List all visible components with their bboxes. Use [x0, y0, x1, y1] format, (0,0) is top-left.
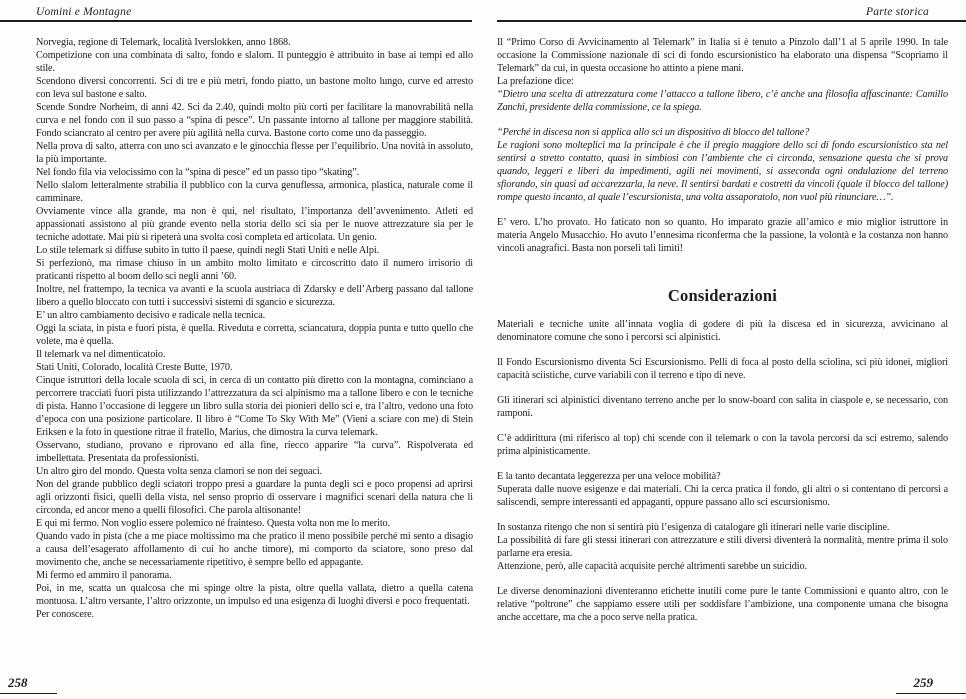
paragraph: La prefazione dice: [497, 76, 574, 87]
paragraph: Scende Sondre Norheim, di anni 42. Sci da 2.40, quindi molto più corti per facilitare la manovrabilità nella curva e nel fondo con il suo passo a “spina di pesce”. Un passante intorno al tallone per maggiore stabilità. Fondo sciancrato al centro per avere più agilità nella curva. Bastone corto come uno da passeggio. [36, 102, 473, 139]
paragraph: Superata dalle nuove esigenze e dai materiali. Chi la cerca pratica il fondo, gli altri o si contentano di percorsi a saliscendi, sempre interessanti ed appaganti, oppure passano allo sci escursionismo. [497, 484, 948, 508]
paragraph: Competizione con una combinata di salto, fondo e slalom. Il punteggio è attribuito in base ai tempi ed allo stile. [36, 50, 473, 74]
paragraph: La possibilità di fare gli stessi itinerari con attrezzature e stili diversi diventerà la normalità, mentre prima il solo parlarne era eresia. [497, 535, 948, 559]
paragraph: Inoltre, nel frattempo, la tecnica va avanti e la scuola austriaca di Zdarsky e dell’Arberg passano dal tallone libero a quello bloccato con tutti i successivi sistemi di sgancio e sicurezza. [36, 284, 473, 308]
paragraph: Nello slalom letteralmente strabilia il pubblico con la curva genuflessa, armonica, plastica, naturale come il camminare. [36, 180, 473, 204]
right-page-text [497, 36, 948, 624]
right-page [483, 0, 966, 699]
paragraph: Attenzione, però, alle capacità acquisite perché altrimenti sarebbe un suicidio. [497, 561, 807, 572]
header-rule-left [0, 20, 472, 22]
paragraph: Oggi la sciata, in pista e fuori pista, è quella. Riveduta e corretta, sciancatura, doppia punta e tutto quello che volete, ma è quella. [36, 323, 473, 347]
paragraph: Mi fermo ed ammiro il panorama. [36, 570, 172, 581]
paragraph-quote: Le ragioni sono molteplici ma la principale è che il pregio maggiore dello sci di fondo escursionistico sta nel sentirsi a stretto contatto, quasi in simbiosi con l’ambiente che ci circonda, sensazione questa che si prova quando, leggeri e liberi da impedimenti, agili nei movimenti, si asseconda ogni ondulazione del terreno sfiorando, sin quasi ad accarezzarla, la neve. Il sentirsi bardati e costretti da vincoli (quale il blocco del tallone) rompe questo incanto, al quale l’escursionista, una volta assaporatolo, non vuol più rinunciare…”. [497, 140, 948, 203]
paragraph-quote: “Perché in discesa non si applica allo sci un dispositivo di blocco del tallone? [497, 127, 810, 138]
paragraph: Nel fondo fila via velocissimo con la “spina di pesce” ed un passo tipo “skating”. [36, 167, 360, 178]
paragraph: Il “Primo Corso di Avvicinamento al Telemark” in Italia si è tenuto a Pinzolo dall’1 al 5 aprile 1990. In tale occasione la Commissione nazionale di sci di fondo escursionistico ha elaborato una dispensa “Scopriamo il Telemark” da cui, in questa occasione ho attinto a piene mani. [497, 37, 948, 74]
page-number: 259 [913, 675, 933, 690]
paragraph: Per conoscere. [36, 609, 94, 620]
left-page-text [36, 36, 473, 621]
section-heading: Considerazioni [667, 286, 778, 305]
paragraph: Scendono diversi concorrenti. Sci di tre e più metri, fondo piatto, un bastone molto lungo, curve ed arresto con leva sul bastone e salto. [36, 76, 473, 100]
paragraph: E la tanto decantata leggerezza per una veloce mobilità? [497, 471, 721, 482]
paragraph: Il Fondo Escursionismo diventa Sci Escursionismo. Pelli di foca al posto della sciolina, sci più idonei, migliori capacità sciistiche, curve variabili con il terreno e tipo di neve. [497, 357, 948, 381]
paragraph: Poi, in me, scatta un qualcosa che mi spinge oltre la pista, oltre quella vallata, dietro a quella catena montuosa. L’altro versante, l’altro orizzonte, un impulso ed una esigenza di luoghi diversi e poco frequentati. [36, 583, 473, 607]
page-number: 258 [8, 675, 28, 690]
paragraph: Lo stile telemark si diffuse subito in tutto il paese, quindi negli Stati Uniti e nelle Alpi. [36, 245, 380, 256]
paragraph: Un altro giro del mondo. Questa volta senza clamori se non dei seguaci. [36, 466, 322, 477]
paragraph: Nella prova di salto, atterra con uno sci avanzato e le ginocchia flesse per l’equilibrio. Una novità in assoluto, la più importante. [36, 141, 473, 165]
paragraph: Norvegia, regione di Telemark, località Iverslokken, anno 1868. [36, 37, 291, 48]
paragraph: Materiali e tecniche unite all’innata voglia di godere di più la discesa ed in sicurezza, avvicinano al denominatore comune che sono i percorsi sci alpinistici. [497, 319, 948, 343]
running-header-left: Uomini e Montagne [36, 6, 132, 18]
paragraph: Cinque istruttori della locale scuola di sci, in cerca di un contatto più diretto con la montagna, cominciano a percorrere tracciati fuori pista utilizzando l’attrezzatura da sci alpinismo ma a tallone libero e con le tecniche di pista. Hanno l’occasione di leggere un libro sulla storia dei pionieri dello sci e, tra l’altro, vedono una foto d’epoca con una posizione particolare. Il libro è “Come To Sky With Me” (Vieni a sciare con me) di Stein Eriksen e la foto in questione ritrae il fratello, Marius, che dimostra la curva telemark. [36, 375, 473, 438]
paragraph: Il telemark va nel dimenticatoio. [36, 349, 166, 360]
paragraph: Le diverse denominazioni diventeranno etichette inutili come pure le tante Commissioni e quanto altro, con le relative “poltrone” che sappiamo essere utili per soddisfare l’ambizione, una componente umana che bisogna anche accettare, ma che a poco serve nella pratica. [497, 586, 948, 623]
paragraph: E’ vero. L’ho provato. Ho faticato non so quanto. Ho imparato grazie all’amico e mio miglior istruttore in materia Angelo Musacchio. Ho avuto l’ennesima riconferma che la passione, la volontà e la costanza non hanno vincoli anagrafici. Basta non porseli tali limiti! [497, 217, 948, 254]
paragraph: Non del grande pubblico degli sciatori troppo presi a guardare la punta degli sci e poco propensi ad aprirsi agli orizzonti fisici, quelli della vista, nel senso proprio di osservare i magnifici scenari della natura che li circonda, ed ancor meno a quelli filosofici. Che parola altisonante! [36, 479, 473, 516]
paragraph: Si perfezionò, ma rimase chiuso in un ambito molto limitato e circoscritto dato il numero irrisorio di praticanti rispetto al boom dello sci negli anni ’60. [36, 258, 473, 282]
paragraph: Gli itinerari sci alpinistici diventano terreno anche per lo snow-board con salita in ciaspole e, se necessario, con ramponi. [497, 395, 948, 419]
paragraph: Ovviamente vince alla grande, ma non è qui, nel risultato, l’importanza dell’avvenimento. Atleti ed appassionati assistono al più grande evento nella storia dello sci sia per le nuove attrezzature sia per le tecniche adottate. Mai più si ripeterà una svolta così completa ed articolata. Un genio. [36, 206, 473, 243]
paragraph: E’ un altro cambiamento decisivo e radicale nella tecnica. [36, 310, 266, 321]
footer-rule-left [0, 693, 57, 695]
footer-rule-right [896, 693, 966, 695]
header-rule-right [497, 20, 966, 22]
paragraph: Stati Uniti, Colorado, località Creste Butte, 1970. [36, 362, 233, 373]
paragraph: Quando vado in pista (che a me piace moltissimo ma che pratico il meno possibile perché mi sento a disagio a causa dell’esagerato affollamento di cui ho anche timore), mi comporto da sciatore, sono preso dal movimento che, anche se necessariamente ripetitivo, è sempre bello ed appagante. [36, 531, 473, 568]
running-header-right: Parte storica [866, 6, 929, 18]
paragraph-quote: “Dietro una scelta di attrezzatura come l’attacco a tallone libero, c’è anche una filosofia affascinante: Camillo Zanchi, presidente della commissione, ce la spiega. [497, 89, 948, 113]
paragraph: E qui mi fermo. Non voglio essere polemico né frainteso. Questa volta non me lo merito. [36, 518, 391, 529]
paragraph: C’è addirittura (mi riferisco al top) chi scende con il telemark o con la tavola percorsi da sci estremo, salendo prima alpinisticamente. [497, 433, 948, 457]
paragraph: Osservano, studiano, provano e riprovano ed alla fine, riecco apparire “la curva”. Rispolverata ed imbellettata. Presentata da professionisti. [36, 440, 473, 464]
paragraph: In sostanza ritengo che non si sentirà più l’esigenza di catalogare gli itinerari nelle varie discipline. [497, 522, 890, 533]
